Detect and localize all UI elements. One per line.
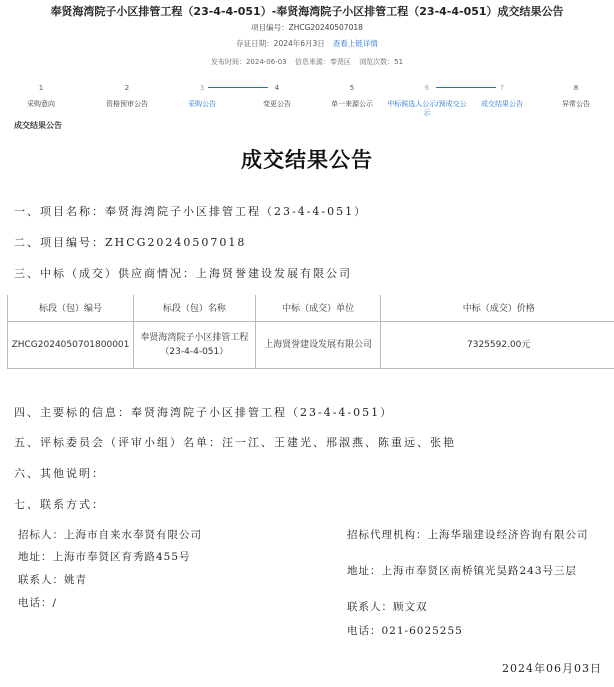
view-count: 浏览次数：51 <box>359 58 404 66</box>
step-number: 7 <box>499 84 505 92</box>
step-number: 5 <box>349 84 355 92</box>
publish-time: 发布时间：2024-06-03 <box>210 58 287 66</box>
step-label: 异常公告 <box>562 100 590 108</box>
tenderer: 招标人：上海市自来水奉贤有限公司 <box>18 529 202 541</box>
step-label: 中标候选人公示/预成交公示 <box>387 100 467 117</box>
price-cell: 7325592.00元 <box>381 321 614 368</box>
step-label: 采购公告 <box>188 100 216 108</box>
step-label: 资格预审公告 <box>106 100 148 108</box>
section-subject: 四、主要标的信息：奉贤海湾院子小区排管工程（23-4-4-051） <box>14 406 394 419</box>
column-header: 标段（包）编号 <box>8 295 134 321</box>
lot-name-cell: 奉贤海湾院子小区排管工程（23-4-4-051） <box>133 321 255 368</box>
table-header-row <box>8 295 614 321</box>
blockchain-details-link[interactable]: 查看上链详情 <box>332 39 378 48</box>
breadcrumb: 成交结果公告 <box>14 121 62 130</box>
column-header: 中标（成交）单位 <box>255 295 381 321</box>
column-header: 标段（包）名称 <box>133 295 255 321</box>
info-source: 信息来源：奉贤区 <box>294 58 351 66</box>
step-number: 3 <box>199 84 205 92</box>
tenderer-address: 地址：上海市奉贤区育秀路455号 <box>18 551 191 563</box>
page-title: 成交结果公告 <box>241 148 373 172</box>
project-code: 项目编号：ZHCG20240507018 <box>251 23 363 32</box>
step-label: 变更公告 <box>263 100 291 108</box>
procurement-steps <box>0 82 614 122</box>
step-label: 单一来源公示 <box>331 100 373 108</box>
lot-code-cell: ZHCG2024050701800001 <box>8 321 134 368</box>
step-number: 1 <box>38 84 44 92</box>
section-supplier: 三、中标（成交）供应商情况：上海贤誉建设发展有限公司 <box>14 267 352 280</box>
column-header: 中标（成交）价格 <box>381 295 614 321</box>
winner-cell: 上海贤誉建设发展有限公司 <box>255 321 381 368</box>
section-project-name: 一、项目名称：奉贤海湾院子小区排管工程（23-4-4-051） <box>14 205 368 218</box>
agency-phone: 电话：021-6025255 <box>347 625 463 637</box>
step-label: 采购意向 <box>27 100 55 108</box>
publish-meta <box>0 57 614 67</box>
step-label: 成交结果公告 <box>481 100 523 108</box>
sign-date: 2024年06月03日 <box>502 662 602 675</box>
storage-date-line <box>0 38 614 49</box>
step-1[interactable] <box>0 82 86 109</box>
step-number: 2 <box>124 84 130 92</box>
agency: 招标代理机构：上海华瑞建设经济咨询有限公司 <box>347 529 589 541</box>
section-committee: 五、评标委员会（评审小组）名单：汪一江、王建光、邢淑燕、陈重远、张艳 <box>14 436 456 449</box>
storage-date: 存证日期：2024年6月3日 <box>236 39 325 48</box>
section-other: 六、其他说明： <box>14 467 105 480</box>
table-row <box>8 321 614 368</box>
agency-contact-person: 联系人：顾文双 <box>347 601 428 613</box>
section-project-code: 二、项目编号：ZHCG20240507018 <box>14 236 247 249</box>
agency-address: 地址：上海市奉贤区南桥镇光昊路243号三层 <box>347 565 578 577</box>
step-number: 4 <box>274 84 280 92</box>
tenderer-phone: 电话：/ <box>18 597 58 609</box>
step-number: 8 <box>573 84 579 92</box>
award-table <box>7 295 614 369</box>
step-number: 6 <box>424 84 430 92</box>
page-heading: 奉贤海湾院子小区排管工程（23-4-4-051）-奉贤海湾院子小区排管工程（23-4-4-051）成交结果公告 <box>50 5 564 18</box>
tenderer-contact-person: 联系人：姚青 <box>18 574 87 586</box>
step-8[interactable] <box>531 82 614 109</box>
section-contact: 七、联系方式： <box>14 498 105 511</box>
